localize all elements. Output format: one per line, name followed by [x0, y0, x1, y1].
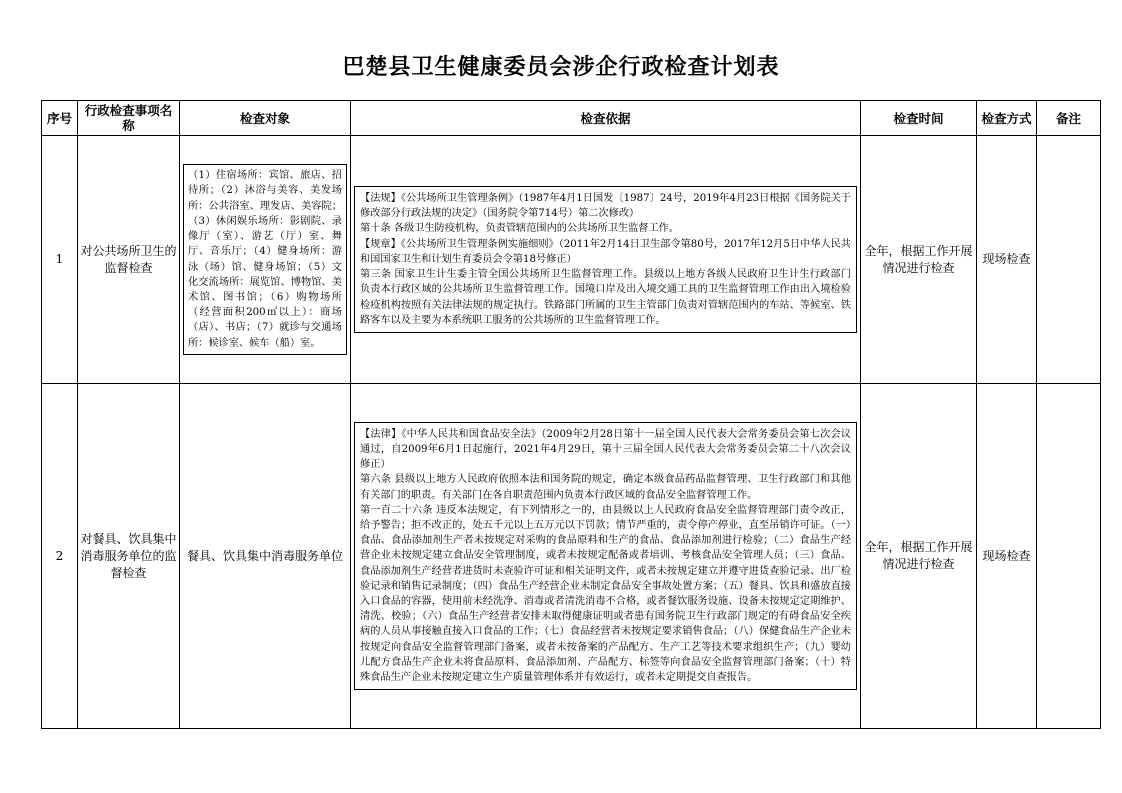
- row-item-name: 对公共场所卫生的监督检查: [78, 136, 180, 384]
- table-row: [42, 384, 1101, 729]
- header-seq: 序号: [42, 101, 78, 136]
- basis-paragraph: 第三条 国家卫生计生委主管全国公共场所卫生监督管理工作。县级以上地方各级人民政府卫生计生行政部门负责本行政区域的公共场所卫生监督管理工作。国境口岸及出入境交通工具的卫生监督管理工作由出入境检验检疫机构按照有关法律法规的规定执行。铁路部门所属的卫生主管部门负责对管辖范围内的车站、等候室、铁路客车以及主要为本系统职工服务的公共场所的卫生监督管理工作。: [360, 269, 851, 326]
- row-basis: [354, 186, 857, 333]
- row-note: [1037, 136, 1101, 384]
- row-target-cell: [180, 136, 351, 384]
- row-note: [1037, 384, 1101, 729]
- row-seq: 1: [42, 136, 78, 384]
- row-seq: 2: [42, 384, 78, 729]
- row-item-name: 对餐具、饮具集中消毒服务单位的监督检查: [78, 384, 180, 729]
- basis-paragraph: 第一百二十六条 违反本法规定，有下列情形之一的，由县级以上人民政府食品安全监督管理部门责令改正，给予警告；拒不改正的，处五千元以上五万元以下罚款；情节严重的，责令停产停业，直至吊销许可证。（一）食品、食品添加剂生产者未按规定对采购的食品原料和生产的食品、食品添加剂进行检验；（二）食品生产经营企业未按规定建立食品安全管理制度，或者未按规定配备或者培训、考核食品安全管理人员；（三）食品、食品添加剂生产经营者进货时未查验许可证和相关证明文件，或者未按规定建立并遵守进货查验记录、出厂检验记录和销售记录制度；（四）食品生产经营企业未制定食品安全事故处置方案；（五）餐具、饮具和盛放直接入口食品的容器，使用前未经洗净、消毒或者清洗消毒不合格，或者餐饮服务设施、设备未按规定定期维护、清洗、校验；（六）食品生产经营者安排未取得健康证明或者患有国务院卫生行政部门规定的有碍食品安全疾病的人员从事接触直接入口食品的工作；（七）食品经营者未按规定要求销售食品；（八）保健食品生产企业未按规定向食品安全监督管理部门备案，或者未按备案的产品配方、生产工艺等技术要求组织生产；（九）婴幼儿配方食品生产企业未将食品原料、食品添加剂、产品配方、标签等向食品安全监督管理部门备案；（十）特殊食品生产企业未按规定建立生产质量管理体系并有效运行，或者未定期提交自查报告。: [360, 504, 851, 684]
- header-method: 检查方式: [977, 101, 1037, 136]
- row-method: 现场检查: [977, 384, 1037, 729]
- inspection-plan-table: [41, 100, 1101, 729]
- header-item: 行政检查事项名称: [78, 101, 180, 136]
- row-method: 现场检查: [977, 136, 1037, 384]
- basis-paragraph: 第六条 县级以上地方人民政府依照本法和国务院的规定，确定本级食品药品监督管理、卫生行政部门和其他有关部门的职责。有关部门在各自职责范围内负责本行政区域的食品安全监督管理工作。: [360, 474, 851, 501]
- header-time: 检查时间: [861, 101, 977, 136]
- table-header-row: [42, 101, 1101, 136]
- header-note: 备注: [1037, 101, 1101, 136]
- row-time: 全年，根据工作开展情况进行检查: [861, 136, 977, 384]
- header-basis: 检查依据: [351, 101, 861, 136]
- header-target: 检查对象: [180, 101, 351, 136]
- row-target: （1）住宿场所：宾馆、旅店、招待所；（2）沐浴与美容、美发场所：公共浴室、理发店、美容院；（3）休闲娱乐场所：影剧院、录像厅（室）、游艺（厅）室、舞厅、音乐厅；（4）健身场所：游泳（场）馆、健身场馆；（5）文化交流场所：展览馆、博物馆、美术馆、图书馆；（6）购物场所（经营面积200㎡以上）：商场（店）、书店；（7）就诊与交通场所：候诊室、候车（船）室。: [183, 164, 347, 354]
- basis-paragraph: 【规章】《公共场所卫生管理条例实施细则》（2011年2月14日卫生部令第80号，2017年12月5日中华人民共和国国家卫生和计划生育委员会令第18号修正）: [360, 238, 851, 265]
- page-title: 巴楚县卫生健康委员会涉企行政检查计划表: [342, 54, 780, 80]
- basis-paragraph: 【法规】《公共场所卫生管理条例》（1987年4月1日国发〔1987〕24号，2019年4月23日根据《国务院关于修改部分行政法规的决定》（国务院令第714号）第二次修改）: [360, 193, 851, 220]
- row-target: 餐具、饮具集中消毒服务单位: [180, 384, 351, 729]
- basis-paragraph: 【法律】《中华人民共和国食品安全法》（2009年2月28日第十一届全国人民代表大会常务委员会第七次会议通过，自2009年6月1日起施行，2021年4月29日，第十三届全国人民代表大会常务委员会第二十八次会议修正）: [360, 428, 851, 471]
- row-time: 全年，根据工作开展情况进行检查: [861, 384, 977, 729]
- row-basis-cell: [351, 136, 861, 384]
- table-row: [42, 136, 1101, 384]
- row-basis-cell: [351, 384, 861, 729]
- row-basis: [354, 422, 857, 690]
- basis-paragraph: 第十条 各级卫生防疫机构，负责管辖范围内的公共场所卫生监督工作。: [360, 223, 680, 235]
